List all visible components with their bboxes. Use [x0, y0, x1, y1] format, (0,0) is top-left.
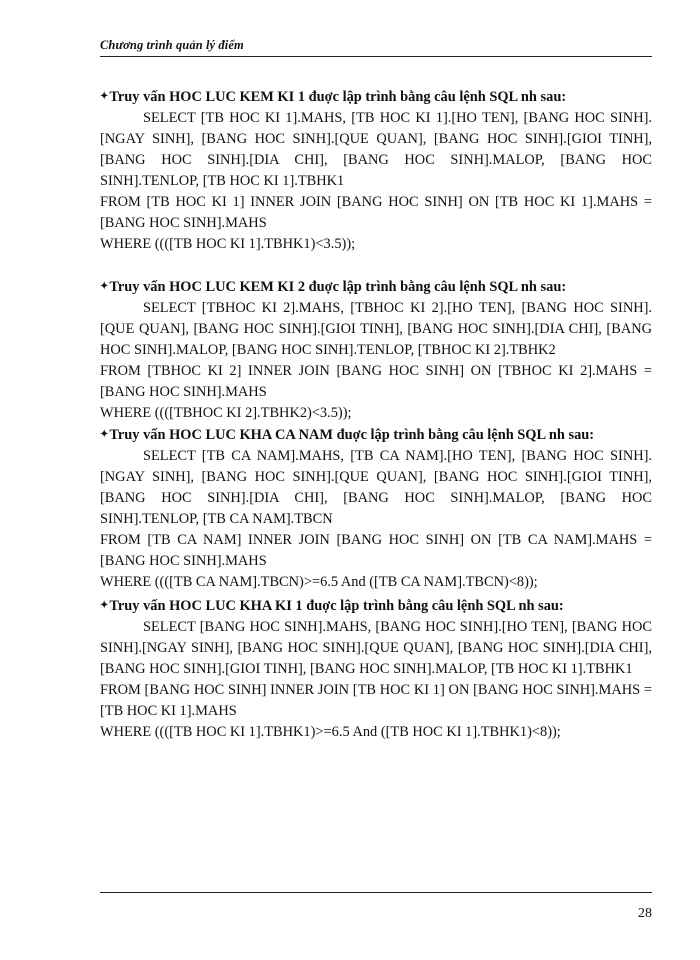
sql-select-clause: SELECT [TB HOC KI 1].MAHS, [TB HOC KI 1].[HO TEN], [BANG HOC SINH].[NGAY SINH], [BANG HOC SINH].[QUE QUAN], [BANG HOC SINH].[GIOI TINH], [BANG HOC SINH].[DIA CHI], [BANG HOC SINH].MALOP, [BANG HOC SINH].TENLOP, [TB HOC KI 1].TBHK1: [100, 110, 652, 189]
query-section-4: [100, 595, 652, 743]
diamond-bullet-icon: ✦: [100, 600, 109, 611]
document-body: [100, 86, 652, 743]
diamond-bullet-icon: ✦: [100, 281, 109, 292]
sql-where-clause: WHERE ((([TB HOC KI 1].TBHK1)>=6.5 And ([TB HOC KI 1].TBHK1)<8));: [100, 724, 561, 740]
sql-from-clause: FROM [TB HOC KI 1] INNER JOIN [BANG HOC SINH] ON [TB HOC KI 1].MAHS = [BANG HOC SINH].MAHS: [100, 194, 652, 231]
sql-from-clause: FROM [TBHOC KI 2] INNER JOIN [BANG HOC SINH] ON [TBHOC KI 2].MAHS = [BANG HOC SINH].MAHS: [100, 363, 652, 400]
query-heading: ✦Truy vấn HOC LUC KEM KI 1 đuợc lập trình bằng câu lệnh SQL nh sau:: [100, 86, 652, 108]
diamond-bullet-icon: ✦: [100, 91, 109, 102]
sql-select-clause: SELECT [BANG HOC SINH].MAHS, [BANG HOC SINH].[HO TEN], [BANG HOC SINH].[NGAY SINH], [BANG HOC SINH].[QUE QUAN], [BANG HOC SINH].[DIA CHI], [BANG HOC SINH].[GIOI TINH], [BANG HOC SINH].MALOP, [TB HOC KI 1].TBHK1: [100, 619, 652, 677]
sql-select-clause: SELECT [TB CA NAM].MAHS, [TB CA NAM].[HO TEN], [BANG HOC SINH].[NGAY SINH], [BANG HOC SINH].[QUE QUAN], [BANG HOC SINH].[GIOI TINH], [BANG HOC SINH].[DIA CHI], [BANG HOC SINH].MALOP, [BANG HOC SINH].TENLOP, [TB CA NAM].TBCN: [100, 448, 652, 527]
sql-from-clause: FROM [TB CA NAM] INNER JOIN [BANG HOC SINH] ON [TB CA NAM].MAHS = [BANG HOC SINH].MAHS: [100, 532, 652, 569]
query-section-2: [100, 276, 652, 424]
footer-divider: [100, 892, 652, 893]
query-heading: ✦Truy vấn HOC LUC KHA KI 1 đuợc lập trình bằng câu lệnh SQL nh sau:: [100, 595, 652, 617]
diamond-bullet-icon: ✦: [100, 429, 109, 440]
header-title: Chương trình quản lý điểm: [100, 38, 244, 52]
query-section-3: [100, 424, 652, 593]
sql-select-clause: SELECT [TBHOC KI 2].MAHS, [TBHOC KI 2].[HO TEN], [BANG HOC SINH].[QUE QUAN], [BANG HOC SINH].[GIOI TINH], [BANG HOC SINH].[DIA CHI], [BANG HOC SINH].MALOP, [BANG HOC SINH].TENLOP, [TBHOC KI 2].TBHK2: [100, 300, 652, 358]
sql-where-clause: WHERE ((([TBHOC KI 2].TBHK2)<3.5));: [100, 405, 352, 421]
query-section-1: [100, 86, 652, 255]
query-heading: ✦Truy vấn HOC LUC KEM KI 2 đuợc lập trình bằng câu lệnh SQL nh sau:: [100, 276, 652, 298]
page-header: [100, 38, 652, 57]
page-number: 28: [638, 906, 652, 921]
sql-from-clause: FROM [BANG HOC SINH] INNER JOIN [TB HOC KI 1] ON [BANG HOC SINH].MAHS = [TB HOC KI 1].MAHS: [100, 682, 652, 719]
sql-where-clause: WHERE ((([TB CA NAM].TBCN)>=6.5 And ([TB CA NAM].TBCN)<8));: [100, 574, 538, 590]
sql-where-clause: WHERE ((([TB HOC KI 1].TBHK1)<3.5));: [100, 236, 356, 252]
query-heading: ✦Truy vấn HOC LUC KHA CA NAM đuợc lập trình bằng câu lệnh SQL nh sau:: [100, 424, 652, 446]
